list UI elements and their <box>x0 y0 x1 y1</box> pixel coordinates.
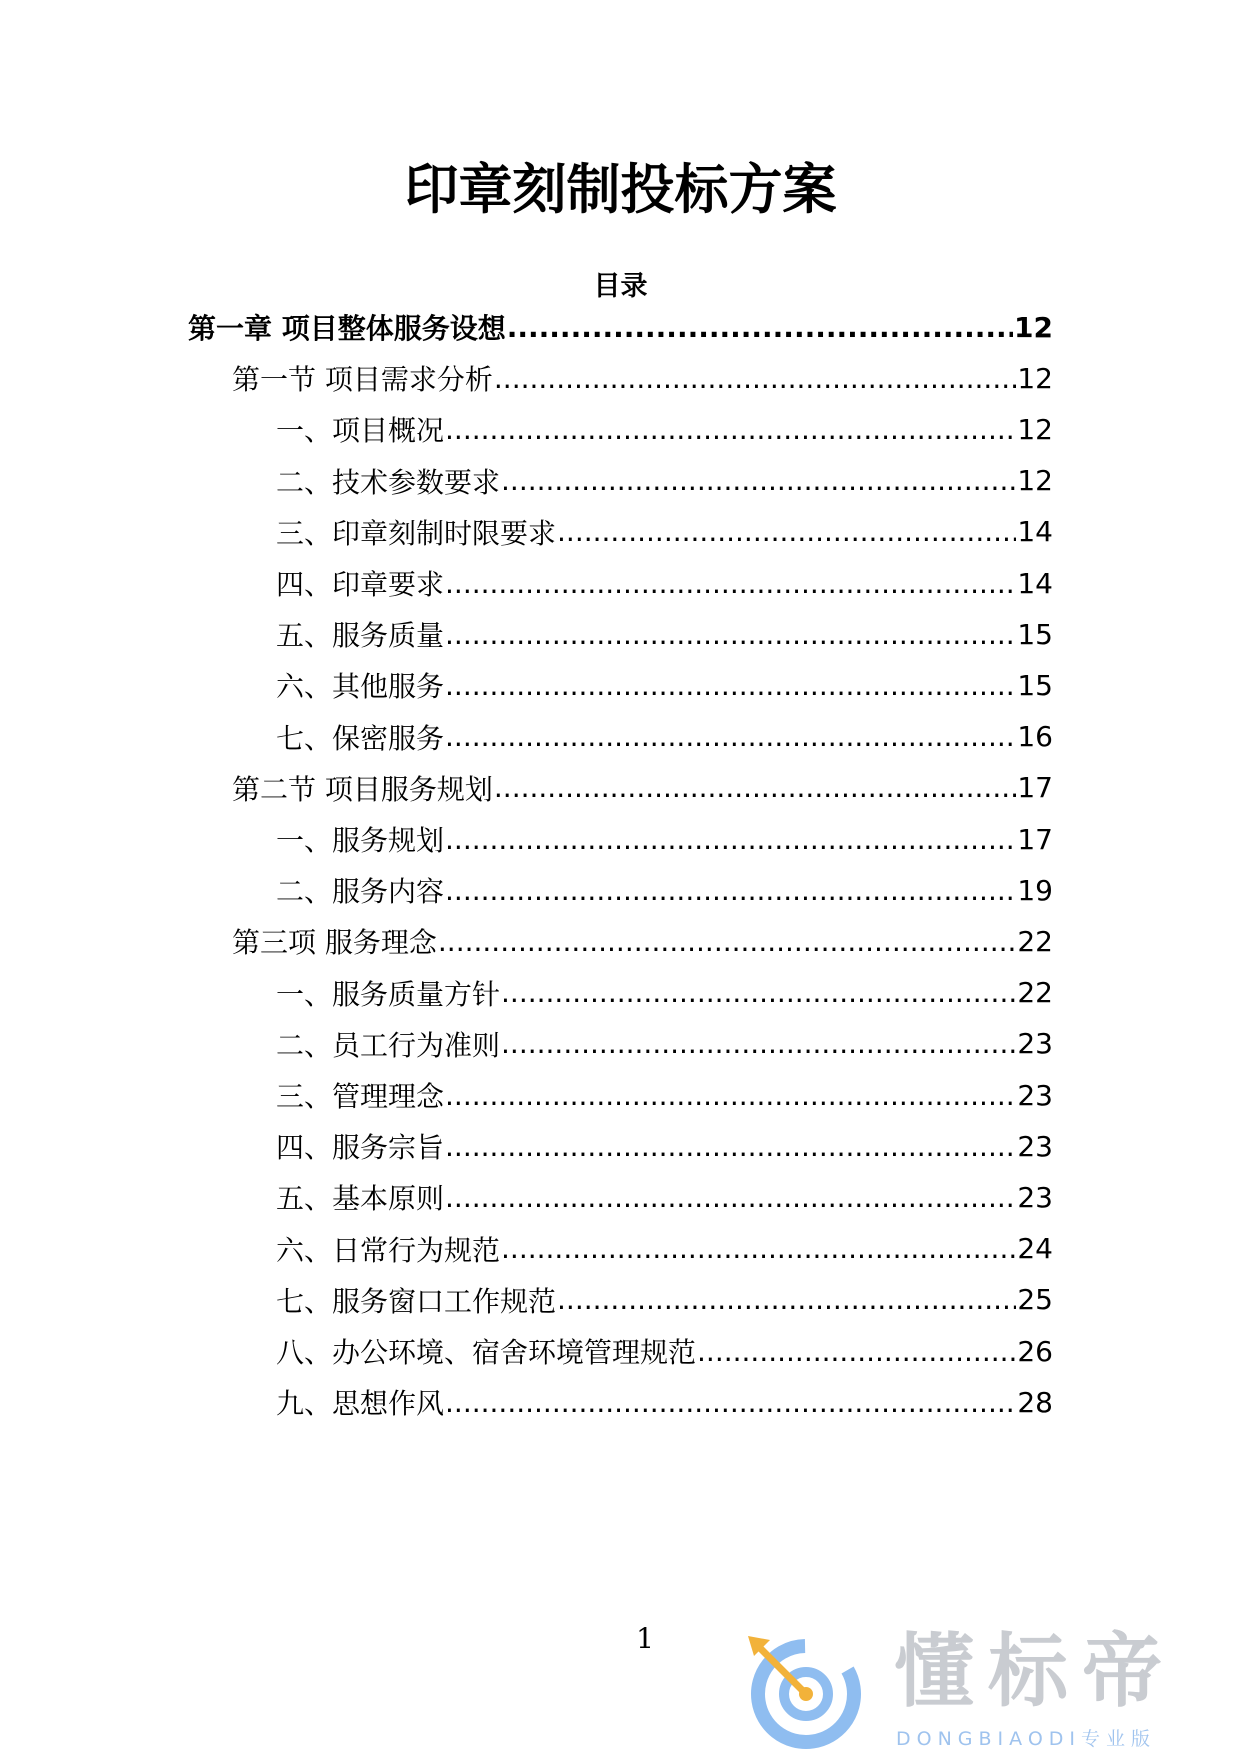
toc-entry-label: 五、基本原则 <box>276 1182 445 1216</box>
toc-entry[interactable] <box>276 407 1053 451</box>
toc-entry[interactable] <box>276 1329 1053 1373</box>
toc-entry[interactable] <box>276 1278 1053 1322</box>
toc-entry-label: 第二节 项目服务规划 <box>232 772 493 806</box>
toc-dot-leader <box>445 823 1016 856</box>
target-arrow-icon <box>744 1628 884 1754</box>
toc-dot-leader <box>445 1386 1016 1419</box>
toc-dot-leader <box>445 874 1016 907</box>
toc-entry-label: 四、印章要求 <box>276 568 445 601</box>
toc-entry-page: 28 <box>1017 1385 1053 1419</box>
toc-entry-label: 一、服务规划 <box>276 824 445 857</box>
toc-entry[interactable] <box>276 1073 1053 1117</box>
toc-entry-page: 22 <box>1017 976 1053 1010</box>
toc-dot-leader <box>445 1079 1016 1112</box>
toc-dot-leader <box>557 1283 1016 1316</box>
toc-dot-leader <box>438 925 1016 958</box>
toc-entry-page: 23 <box>1017 1078 1053 1112</box>
toc-entry-page: 12 <box>1017 464 1053 498</box>
toc-entry-label: 五、服务质量 <box>276 619 445 653</box>
toc-entry-page: 12 <box>1017 412 1053 446</box>
toc-entry-label: 三、管理理念 <box>276 1080 445 1113</box>
toc-entry-label: 六、日常行为规范 <box>276 1233 501 1267</box>
toc-entry[interactable] <box>276 1175 1053 1219</box>
toc-entry[interactable] <box>276 459 1053 503</box>
toc-dot-leader <box>501 1027 1016 1060</box>
toc-dot-leader <box>501 1232 1016 1265</box>
toc-dot-leader <box>494 771 1016 804</box>
toc-dot-leader <box>557 515 1016 548</box>
toc-entry-label: 七、服务窗口工作规范 <box>276 1284 557 1318</box>
toc-entry-page: 17 <box>1017 771 1053 805</box>
toc-dot-leader <box>445 1181 1016 1214</box>
toc-dot-leader <box>445 413 1016 446</box>
toc-entry[interactable] <box>276 510 1053 554</box>
toc-dot-leader <box>445 1130 1016 1163</box>
watermark-subtitle: DONGBIAODI专业版 <box>896 1728 1157 1750</box>
toc-entry-label: 第三项 服务理念 <box>232 926 437 960</box>
toc-entry-label: 一、服务质量方针 <box>276 977 501 1011</box>
toc-entry[interactable] <box>276 868 1053 912</box>
toc-entry[interactable] <box>276 663 1053 707</box>
watermark-logo <box>744 1625 1214 1754</box>
toc-entry[interactable] <box>276 1124 1053 1168</box>
toc-entry-label: 第一章 项目整体服务设想 <box>188 312 506 345</box>
toc-entry-page: 12 <box>1017 361 1053 395</box>
toc-entry-page: 19 <box>1017 873 1053 907</box>
toc-entry[interactable] <box>276 1022 1053 1066</box>
toc-entry[interactable] <box>232 919 1053 963</box>
toc-dot-leader <box>494 362 1016 395</box>
toc-entry-page: 23 <box>1017 1129 1053 1163</box>
toc-dot-leader <box>697 1335 1016 1368</box>
toc-entry-label: 二、技术参数要求 <box>276 465 501 499</box>
toc-entry-page: 23 <box>1017 1027 1053 1061</box>
toc-entry-page: 24 <box>1017 1232 1053 1266</box>
toc-entry-label: 二、服务内容 <box>276 875 445 909</box>
toc-entry[interactable] <box>276 817 1053 861</box>
toc-entry-page: 17 <box>1017 822 1053 856</box>
toc-entry-page: 23 <box>1017 1180 1053 1214</box>
toc-entry-page: 22 <box>1017 924 1053 958</box>
toc-dot-leader <box>501 464 1016 497</box>
toc-dot-leader <box>445 618 1016 651</box>
watermark-brand: 懂标帝 <box>894 1625 1176 1718</box>
toc-dot-leader <box>507 311 1013 344</box>
toc-dot-leader <box>445 669 1016 702</box>
toc-entry-label: 三、印章刻制时限要求 <box>276 516 557 550</box>
toc-dot-leader <box>445 720 1016 753</box>
toc-entry-page: 16 <box>1017 720 1053 754</box>
toc-entry-label: 二、员工行为准则 <box>276 1028 501 1062</box>
toc-entry-label: 七、保密服务 <box>276 721 445 755</box>
toc-entry[interactable] <box>276 561 1053 605</box>
toc-entry[interactable] <box>276 715 1053 759</box>
toc-entry[interactable] <box>232 766 1053 810</box>
toc-entry-page: 14 <box>1017 515 1053 549</box>
toc-entry-page: 12 <box>1014 310 1053 344</box>
toc-entry-page: 15 <box>1017 617 1053 651</box>
toc-entry[interactable] <box>232 356 1053 400</box>
toc-entry-label: 四、服务宗旨 <box>276 1131 445 1165</box>
toc-entry-page: 26 <box>1017 1334 1053 1368</box>
toc-heading: 目录 <box>593 271 648 302</box>
toc-dot-leader <box>501 976 1016 1009</box>
toc-entry[interactable] <box>276 971 1053 1015</box>
toc-entry-label: 九、思想作风 <box>276 1387 445 1421</box>
toc-entry-page: 15 <box>1017 668 1053 702</box>
toc-entry[interactable] <box>276 1227 1053 1271</box>
toc-entry[interactable] <box>276 1380 1053 1424</box>
toc-entry-label: 六、其他服务 <box>276 670 445 704</box>
toc-entry[interactable] <box>276 612 1053 656</box>
toc-entry-label: 八、办公环境、宿舍环境管理规范 <box>276 1336 697 1369</box>
toc-dot-leader <box>445 567 1016 600</box>
toc-entry-label: 第一节 项目需求分析 <box>232 363 493 397</box>
toc-entry-page: 25 <box>1017 1283 1053 1317</box>
toc-entry-page: 14 <box>1017 566 1053 600</box>
document-title: 印章刻制投标方案 <box>404 158 837 221</box>
toc-entry[interactable] <box>188 305 1053 349</box>
toc-entry-label: 一、项目概况 <box>276 414 445 448</box>
page-number: 1 <box>636 1622 654 1655</box>
